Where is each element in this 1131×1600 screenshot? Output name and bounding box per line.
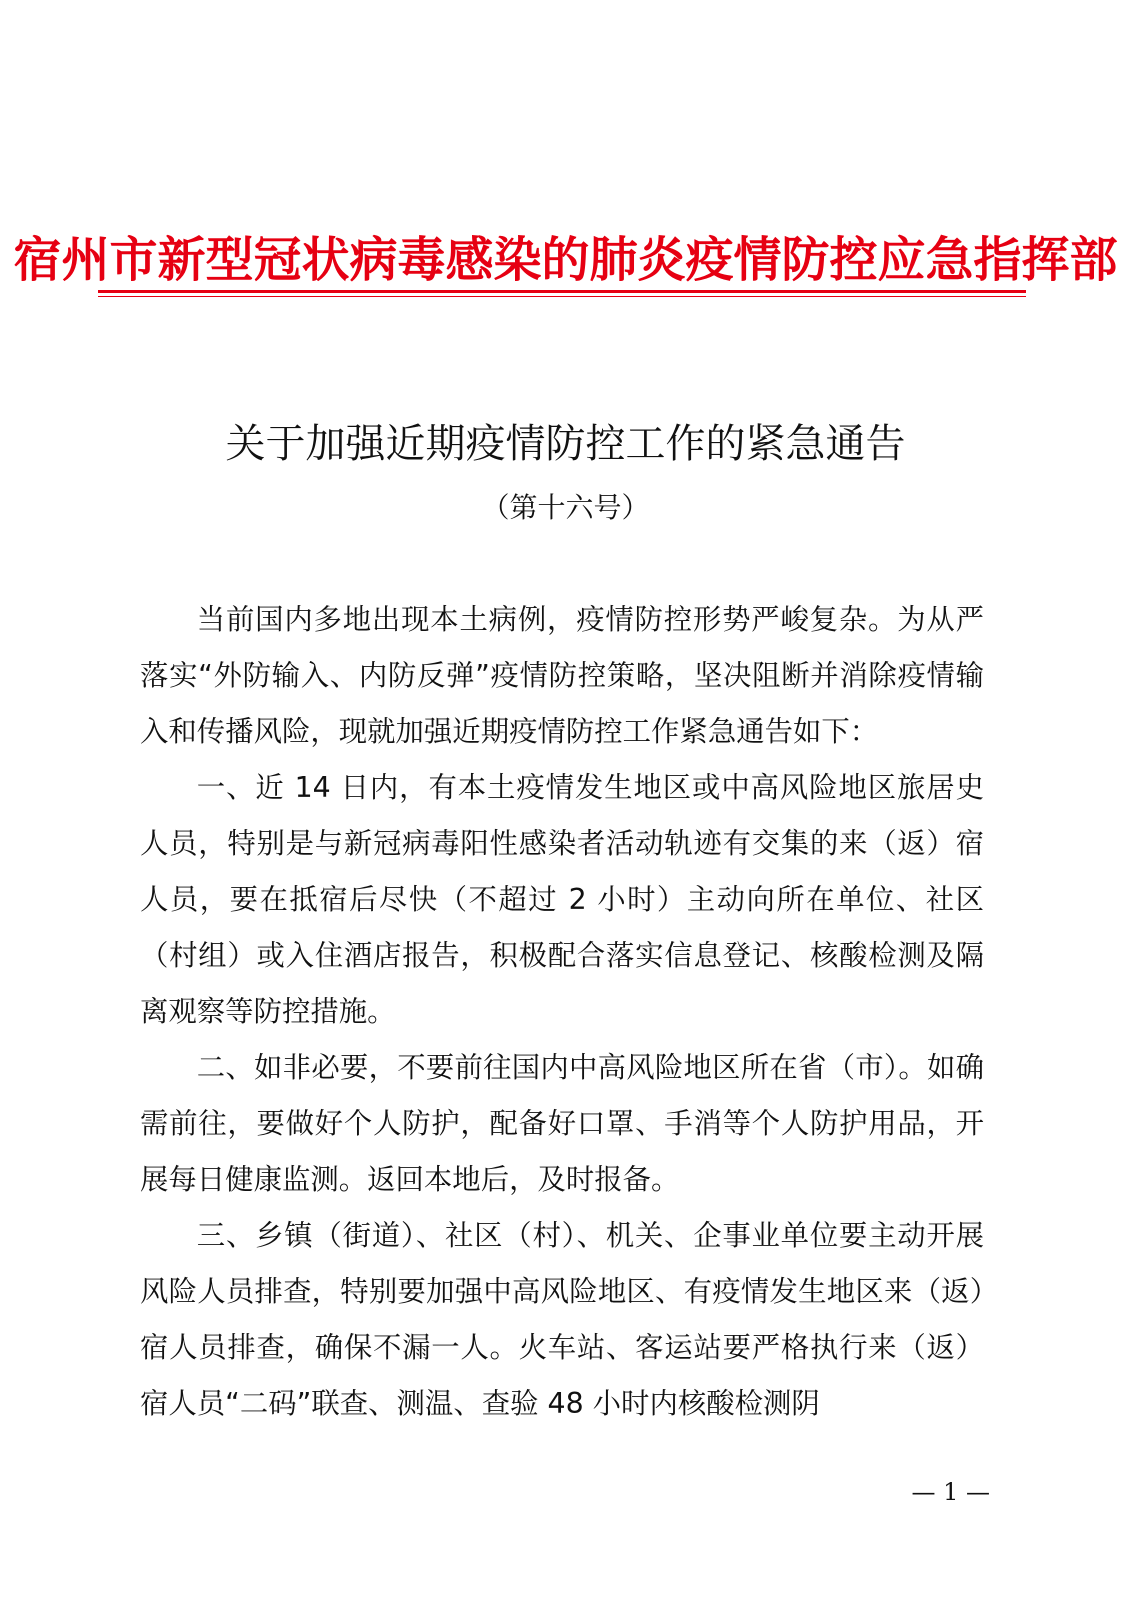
paragraph-item-2: 二、如非必要，不要前往国内中高风险地区所在省（市）。如确需前往，要做好个人防护，配备好口罩、手消等个人防护用品，开展每日健康监测。返回本地后，及时报备。 <box>140 1051 984 1196</box>
notice-body <box>140 592 984 1432</box>
notice-title: 关于加强近期疫情防控工作的紧急通告 <box>225 421 906 467</box>
paragraph-intro: 当前国内多地出现本土病例，疫情防控形势严峻复杂。为从严落实“外防输入、内防反弹”疫情防控策略，坚决阻断并消除疫情输入和传播风险，现就加强近期疫情防控工作紧急通告如下： <box>140 603 984 748</box>
page-number: — 1 — <box>911 1478 990 1506</box>
masthead-issuer: 宿州市新型冠状病毒感染的肺炎疫情防控应急指挥部 <box>13 232 1118 288</box>
masthead-rule-thin <box>98 296 1026 297</box>
masthead-rule-thick <box>98 290 1026 293</box>
paragraph-item-1: 一、近 14 日内，有本土疫情发生地区或中高风险地区旅居史人员，特别是与新冠病毒阳性感染者活动轨迹有交集的来（返）宿人员，要在抵宿后尽快（不超过 2 小时）主动向所在单位、社区（村组）或入住酒店报告，积极配合落实信息登记、核酸检测及隔离观察等防控措施。 <box>140 771 984 1028</box>
paragraph-item-3: 三、乡镇（街道）、社区（村）、机关、企事业单位要主动开展风险人员排查，特别要加强中高风险地区、有疫情发生地区来（返）宿人员排查，确保不漏一人。火车站、客运站要严格执行来（返）宿人员“二码”联查、测温、查验 48 小时内核酸检测阴 <box>140 1219 984 1420</box>
notice-number: （第十六号） <box>481 491 650 524</box>
